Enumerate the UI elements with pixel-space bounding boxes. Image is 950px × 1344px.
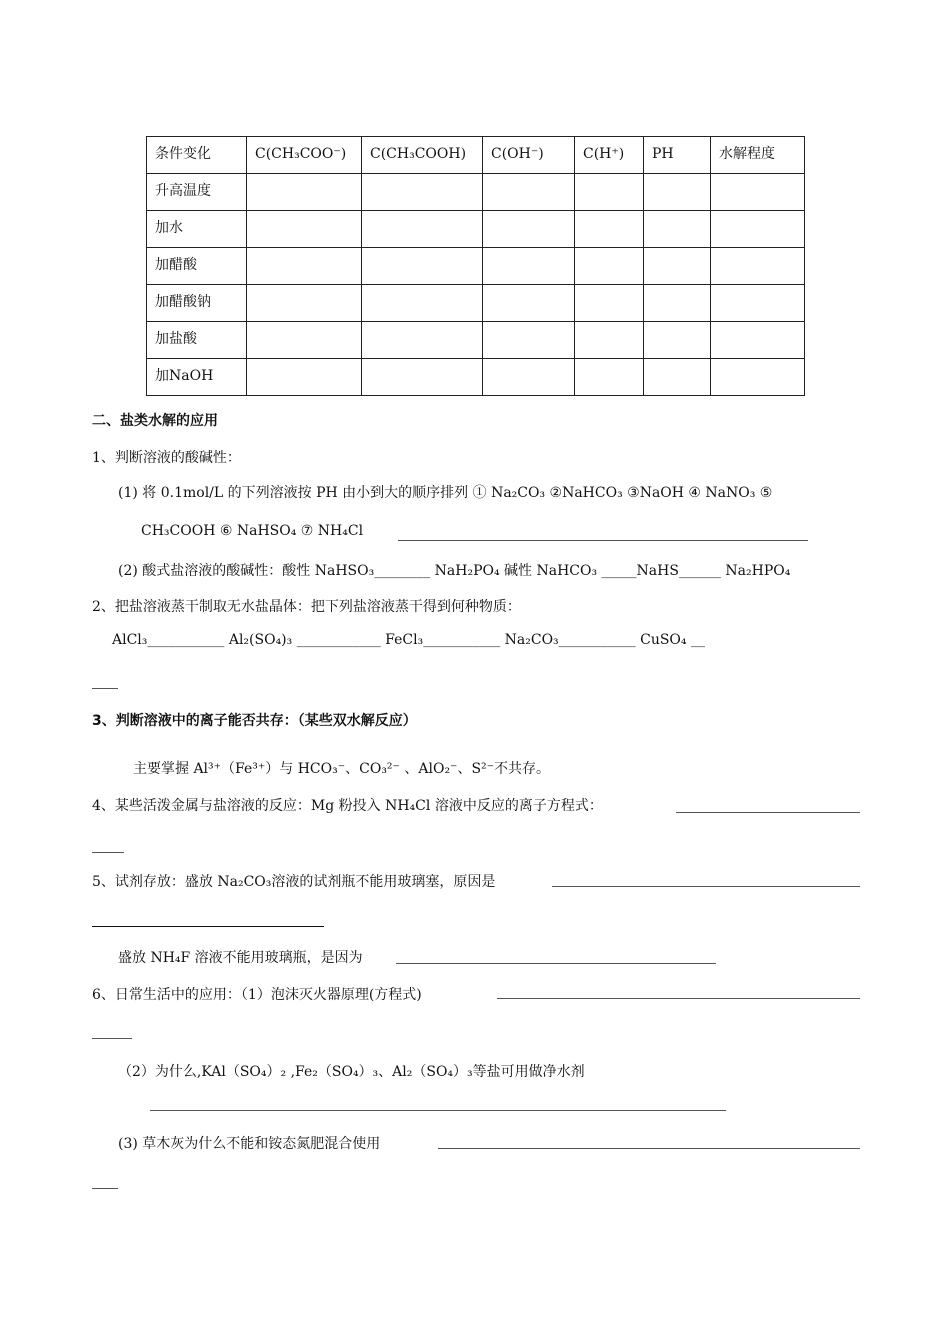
row-label: 加醋酸 bbox=[147, 248, 247, 285]
section-title: 二、盐类水解的应用 bbox=[92, 413, 218, 429]
q2-title: 2、把盐溶液蒸干制取无水盐晶体：把下列盐溶液蒸干得到何种物质： bbox=[92, 599, 521, 615]
table-header-cell: 条件变化 bbox=[147, 137, 247, 174]
table-cell bbox=[362, 174, 483, 211]
table-cell bbox=[362, 248, 483, 285]
table-cell bbox=[362, 322, 483, 359]
table-cell bbox=[644, 322, 711, 359]
q6-text2: （2）为什么,KAl（SO₄）₂ ,Fe₂（SO₄）₃、Al₂（SO₄）₃等盐可用做净水剂 bbox=[118, 1064, 585, 1080]
table-cell bbox=[575, 322, 644, 359]
q4-text: 4、某些活泼金属与盐溶液的反应：Mg 粉投入 NH₄Cl 溶液中反应的离子方程式： bbox=[92, 798, 603, 814]
table-cell bbox=[362, 285, 483, 322]
table-cell bbox=[644, 359, 711, 396]
answer-line bbox=[438, 1148, 860, 1149]
answer-line bbox=[676, 812, 860, 813]
table-cell bbox=[483, 211, 575, 248]
table-cell bbox=[644, 248, 711, 285]
answer-line bbox=[92, 688, 118, 689]
table-cell bbox=[711, 359, 805, 396]
table-header-cell: C(CH₃COO⁻) bbox=[247, 137, 362, 174]
table-cell bbox=[483, 359, 575, 396]
row-label: 加水 bbox=[147, 211, 247, 248]
table-header-cell: 水解程度 bbox=[711, 137, 805, 174]
table-row bbox=[147, 248, 805, 285]
q1-part2: (2) 酸式盐溶液的酸碱性：酸性 NaHSO₃________ NaH₂PO₄ 碱性 NaHCO₃ _____NaHS______ Na₂HPO₄ bbox=[118, 563, 791, 579]
table-cell bbox=[575, 174, 644, 211]
hydrolysis-table bbox=[146, 136, 805, 396]
table-cell bbox=[711, 248, 805, 285]
table-cell bbox=[711, 174, 805, 211]
table-row bbox=[147, 285, 805, 322]
table-cell bbox=[575, 248, 644, 285]
table-cell bbox=[575, 285, 644, 322]
table-cell bbox=[483, 248, 575, 285]
table-cell bbox=[575, 359, 644, 396]
q3-text: 主要掌握 Al³⁺（Fe³⁺）与 HCO₃⁻、CO₃²⁻ 、AlO₂⁻、S²⁻不共存。 bbox=[133, 761, 551, 777]
row-label: 加NaOH bbox=[147, 359, 247, 396]
q2-items: AlCl₃___________ Al₂(SO₄)₃ ____________ FeCl₃___________ Na₂CO₃___________ CuSO₄ __ bbox=[112, 632, 705, 648]
table-header-row bbox=[147, 137, 805, 174]
table-cell bbox=[644, 174, 711, 211]
answer-line bbox=[398, 540, 808, 541]
q6-text3: (3) 草木灰为什么不能和铵态氮肥混合使用 bbox=[118, 1136, 381, 1152]
table-cell bbox=[247, 359, 362, 396]
table-cell bbox=[362, 359, 483, 396]
table-cell bbox=[247, 174, 362, 211]
answer-line bbox=[92, 852, 124, 853]
table-cell bbox=[711, 285, 805, 322]
table-cell bbox=[483, 174, 575, 211]
table-cell bbox=[711, 211, 805, 248]
table-header-cell: C(H⁺) bbox=[575, 137, 644, 174]
table-cell bbox=[247, 322, 362, 359]
row-label: 加盐酸 bbox=[147, 322, 247, 359]
table-cell bbox=[575, 211, 644, 248]
answer-line bbox=[92, 1188, 118, 1189]
table-cell bbox=[483, 285, 575, 322]
q5-text2: 盛放 NH₄F 溶液不能用玻璃瓶，是因为 bbox=[118, 950, 363, 966]
q3-title: 3、判断溶液中的离子能否共存：（某些双水解反应） bbox=[92, 713, 417, 729]
table-row bbox=[147, 359, 805, 396]
table-cell bbox=[483, 322, 575, 359]
table-cell bbox=[362, 211, 483, 248]
answer-line bbox=[497, 998, 860, 999]
table-cell bbox=[247, 211, 362, 248]
table-header-cell: C(CH₃COOH) bbox=[362, 137, 483, 174]
answer-line bbox=[396, 963, 716, 964]
table-header-cell: PH bbox=[644, 137, 711, 174]
table-cell bbox=[247, 285, 362, 322]
q5-text1: 5、试剂存放：盛放 Na₂CO₃溶液的试剂瓶不能用玻璃塞，原因是 bbox=[92, 874, 496, 890]
answer-line bbox=[92, 1038, 132, 1039]
table-header-cell: C(OH⁻) bbox=[483, 137, 575, 174]
row-label: 加醋酸钠 bbox=[147, 285, 247, 322]
table-row bbox=[147, 174, 805, 211]
row-label: 升高温度 bbox=[147, 174, 247, 211]
answer-line bbox=[92, 926, 324, 927]
table-cell bbox=[247, 248, 362, 285]
q1-part1-line1: (1) 将 0.1mol/L 的下列溶液按 PH 由小到大的顺序排列 ① Na₂CO₃ ②NaHCO₃ ③NaOH ④ NaNO₃ ⑤ bbox=[118, 485, 773, 501]
q6-text1: 6、日常生活中的应用：（1）泡沫灭火器原理(方程式) bbox=[92, 987, 422, 1003]
table-cell bbox=[644, 211, 711, 248]
table-row bbox=[147, 322, 805, 359]
table-row bbox=[147, 211, 805, 248]
q1-part1-line2: CH₃COOH ⑥ NaHSO₄ ⑦ NH₄Cl bbox=[141, 523, 364, 539]
table-cell bbox=[711, 322, 805, 359]
table-cell bbox=[644, 285, 711, 322]
q1-title: 1、判断溶液的酸碱性： bbox=[92, 450, 241, 466]
answer-line bbox=[552, 886, 860, 887]
answer-line bbox=[150, 1110, 726, 1111]
